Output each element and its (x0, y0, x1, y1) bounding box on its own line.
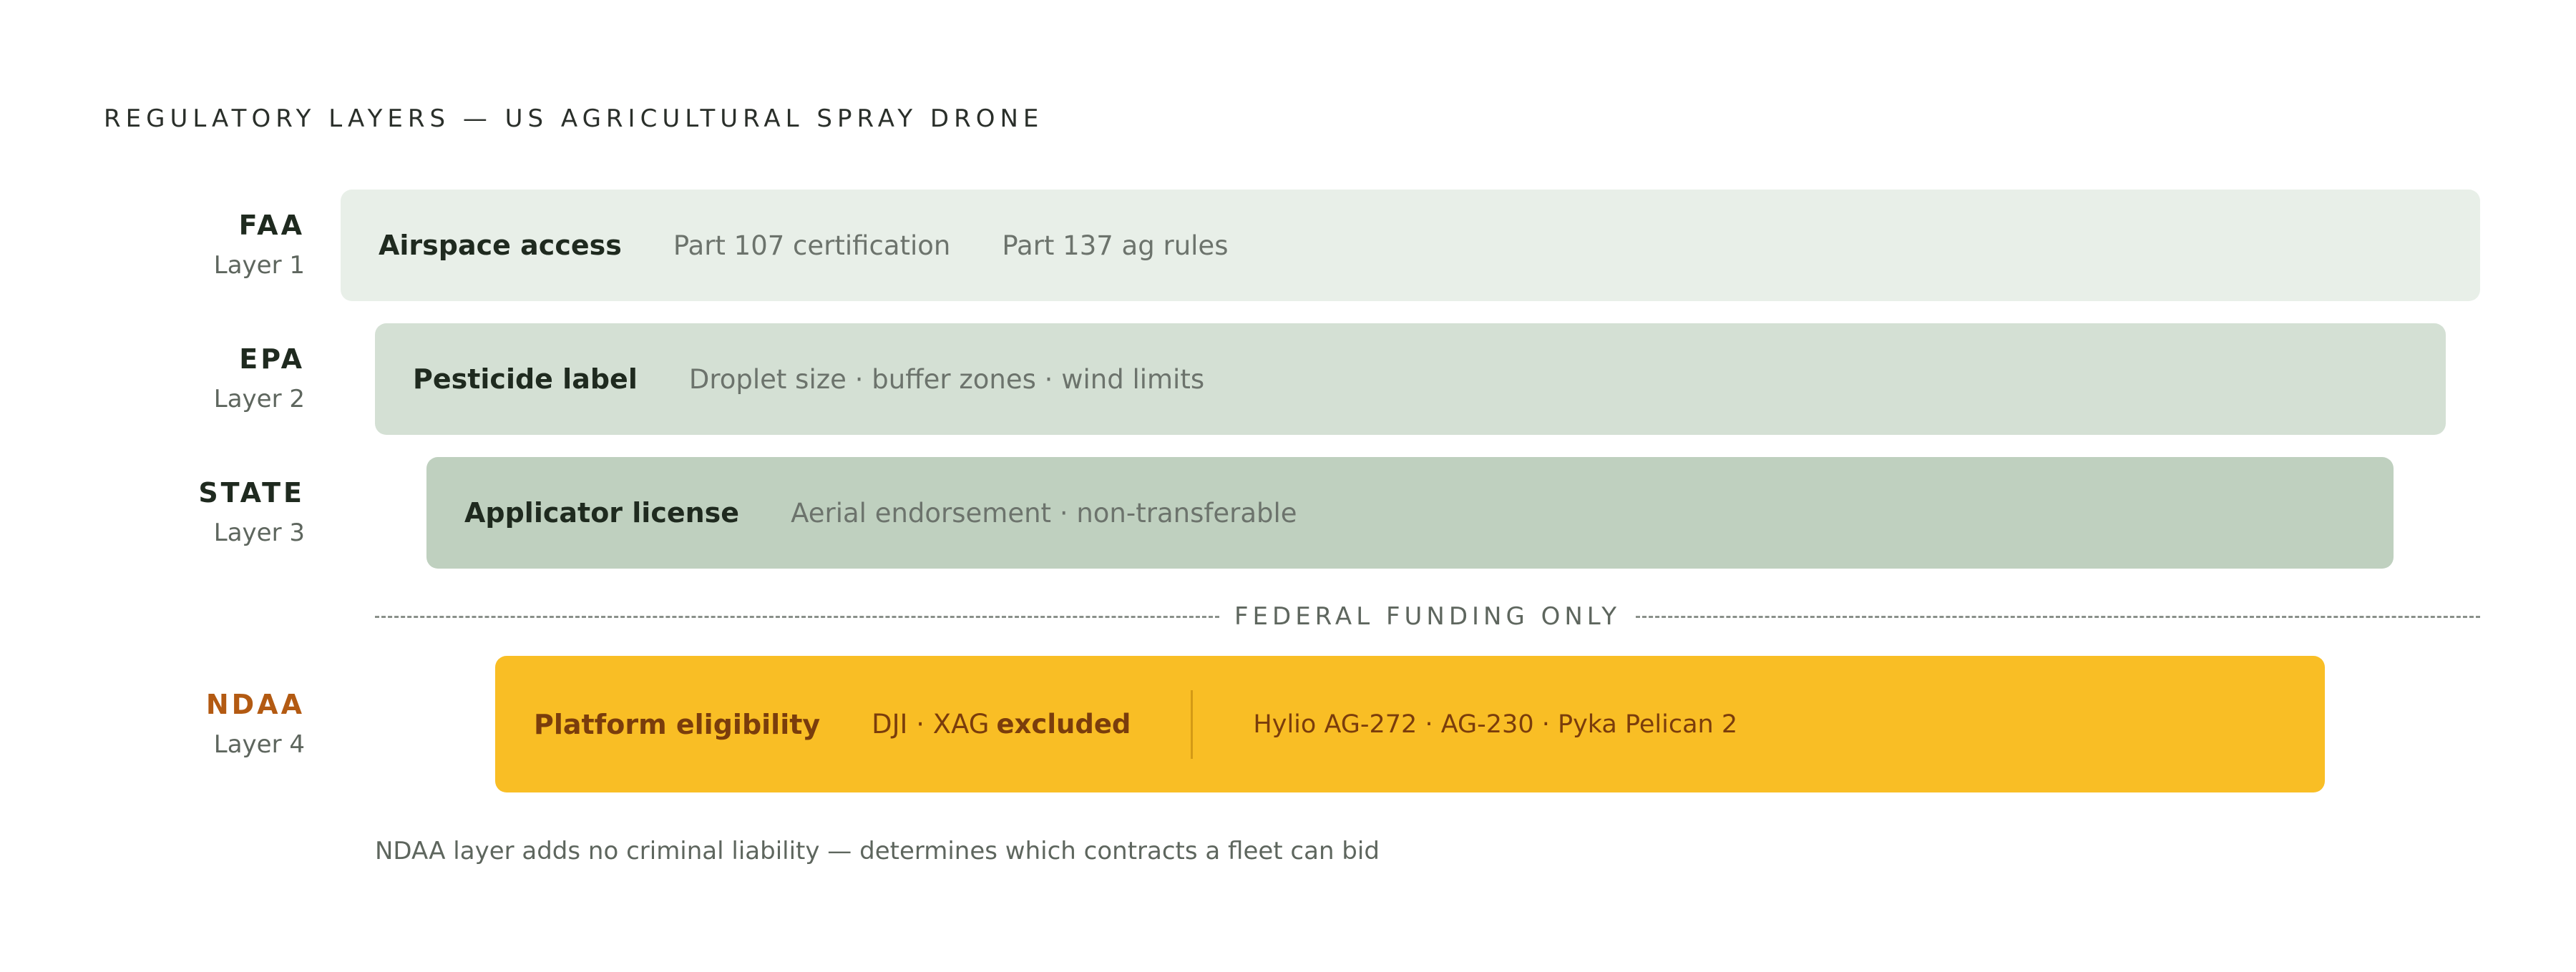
layer-bar-state (426, 457, 2394, 569)
divider-dashed-line-left (375, 616, 1219, 618)
layer-bar-title: Platform eligibility (534, 708, 821, 740)
federal-funding-divider (375, 603, 2480, 630)
layer-number: Layer 3 (213, 519, 305, 547)
layer-name: STATE (198, 477, 305, 509)
layer-name: FAA (238, 210, 305, 241)
diagram-title: REGULATORY LAYERS — US AGRICULTURAL SPRAY DRONE (104, 104, 1044, 133)
layer-name: NDAA (205, 689, 305, 720)
layer-label-ndaa (206, 689, 305, 760)
layer-bar-title: Airspace access (379, 230, 622, 261)
footnote: NDAA layer adds no criminal liability — determines which contracts a fleet can bid (375, 837, 1380, 865)
layer-bar-faa (341, 190, 2480, 301)
layer-label-state (198, 477, 305, 549)
layer-bar-ndaa (495, 656, 2325, 792)
layer-bar-title: Applicator license (464, 497, 740, 529)
layer-number: Layer 1 (213, 251, 305, 280)
excluded-brands: DJI · XAG (872, 709, 990, 740)
divider-dashed-line-right (1636, 616, 2480, 618)
layer-number: Layer 4 (213, 730, 305, 759)
layer-name: EPA (239, 343, 305, 375)
layer-label-faa (214, 210, 305, 281)
eligible-models: Hylio AG-272 · AG-230 · Pyka Pelican 2 (1253, 710, 1738, 739)
layer-bar-detail: Part 137 ag rules (1002, 230, 1229, 261)
layer-number: Layer 2 (213, 385, 305, 413)
layer-bar-detail: Droplet size · buffer zones · wind limits (688, 363, 1205, 395)
bar-separator (1191, 690, 1193, 759)
layer-bar-detail: Part 107 certification (673, 230, 951, 261)
divider-label: FEDERAL FUNDING ONLY (1234, 602, 1621, 631)
excluded-label: excluded (996, 709, 1131, 740)
layer-bar-epa (375, 323, 2446, 435)
layer-bar-title: Pesticide label (413, 363, 638, 395)
layer-label-epa (214, 343, 305, 415)
layer-bar-detail: Aerial endorsement · non-transferable (791, 497, 1297, 529)
